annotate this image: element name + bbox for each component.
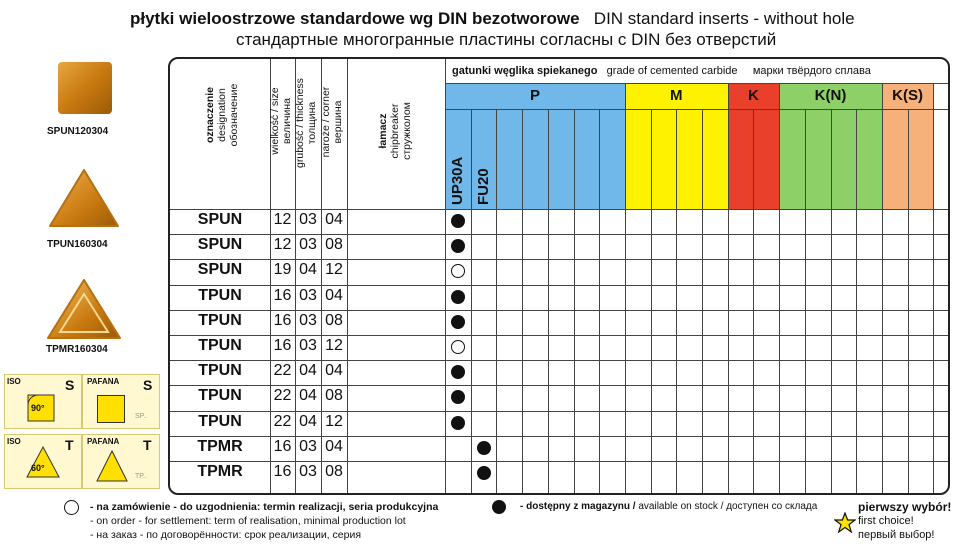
iso-label: ISO — [7, 377, 21, 386]
table-row-size: 22 — [273, 412, 292, 430]
header-size-ru: величина — [281, 98, 293, 144]
table-row-thickness: 03 — [299, 337, 317, 354]
table-row-thickness: 04 — [299, 387, 317, 405]
legend-stock-pl: - dostępny z magazynu / — [520, 501, 636, 512]
available-dot-icon — [451, 365, 465, 379]
table-row-size: 16 — [273, 337, 292, 354]
table-row-code: TPUN — [198, 387, 242, 405]
table-row-corner: 12 — [325, 261, 343, 279]
header-thickness-en: grubość / thickness — [294, 78, 306, 168]
grade-column-divider — [753, 109, 754, 493]
grade-column-divider — [496, 109, 497, 493]
table-row-corner: 08 — [325, 387, 343, 405]
legend-stock — [520, 501, 817, 512]
available-dot-icon — [451, 239, 465, 253]
group-divider — [445, 109, 948, 110]
grade-column-divider — [625, 83, 626, 493]
pafana-box-triangle — [82, 434, 160, 489]
table-row-code: SPUN — [197, 236, 243, 254]
table-row-size: 12 — [273, 236, 292, 254]
grade-group-label: K(N) — [814, 87, 847, 104]
header-grades-pl: gatunki węglika spiekanego — [452, 65, 598, 77]
title-pl: płytki wieloostrzowe standardowe wg DIN bezotworowe — [130, 9, 580, 28]
header-chipbreaker-en: chipbreaker — [389, 103, 401, 159]
header-chipbreaker — [377, 83, 413, 179]
available-dot-icon — [477, 466, 491, 480]
table-row-corner: 04 — [325, 286, 343, 304]
table-row-size: 16 — [273, 437, 292, 455]
table-row-thickness: 03 — [299, 437, 317, 455]
pafana-letter: T — [143, 437, 152, 453]
square-shape-icon — [97, 395, 125, 423]
iso-letter: T — [65, 437, 74, 453]
table-row-thickness: 04 — [299, 261, 317, 279]
header-thickness-ru: толщина — [306, 101, 318, 145]
table-row-code: TPUN — [198, 412, 242, 430]
header-designation — [204, 65, 240, 165]
header-grades-ru: марки твёрдого сплава — [752, 65, 871, 77]
table-row-code: TPUN — [198, 362, 242, 380]
pafana-box-square — [82, 374, 160, 429]
header-corner — [320, 63, 344, 181]
table-row-code: TPUN — [198, 337, 242, 354]
header-corner-en: naroże / corner — [320, 86, 332, 158]
legend-full-dot-icon — [492, 500, 506, 514]
iso-box-triangle — [4, 434, 82, 489]
grade-group-label: K — [747, 87, 759, 104]
insert-picture-triangle — [46, 166, 122, 237]
header-chipbreaker-ru: стружколом — [401, 102, 413, 160]
grade-column-divider — [548, 109, 549, 493]
grade-column-divider — [676, 109, 677, 493]
table-row-code: TPUN — [198, 286, 242, 304]
page-title — [130, 9, 950, 29]
header-designation-en: designation — [216, 88, 228, 142]
legend-order-ru: - на заказ - по договорённости: срок реализации, серия — [90, 529, 362, 541]
grade-column-divider — [882, 83, 883, 493]
table-row-corner: 04 — [325, 437, 343, 455]
header-size-en: wielkość / size — [269, 87, 281, 155]
column-divider — [445, 59, 446, 493]
iso-letter: S — [65, 377, 75, 393]
table-row-size: 19 — [273, 261, 292, 279]
angle-label: 60° — [31, 463, 45, 473]
table-row-thickness: 03 — [299, 236, 317, 254]
title-ru: стандартные многогранные пластины согласны с DIN без отверстий — [236, 30, 777, 49]
insert-label: TPMR160304 — [46, 344, 108, 355]
header-grades — [452, 65, 871, 77]
grade-column-divider — [471, 109, 472, 493]
legend-first-ru: первый выбор! — [858, 529, 935, 541]
table-row-corner: 12 — [325, 412, 343, 430]
pafana-letter: S — [143, 377, 153, 393]
insert-label: TPUN160304 — [47, 239, 108, 250]
available-dot-icon — [451, 416, 465, 430]
table-row-corner: 08 — [325, 311, 343, 329]
table-row-size: 16 — [273, 463, 292, 480]
legend-empty-dot-icon — [64, 500, 79, 515]
grade-column-divider — [702, 109, 703, 493]
table-row-code: SPUN — [197, 211, 243, 228]
insert-label: SPUN120304 — [47, 126, 109, 137]
grade-column-divider — [779, 83, 780, 493]
header-thickness — [294, 59, 318, 187]
angle-label: 90° — [31, 403, 45, 413]
legend-order-en: - on order - for settlement: term of realisation, minimal production lot — [90, 515, 406, 527]
grade-group-label: P — [529, 87, 540, 104]
header-size — [269, 63, 293, 179]
pafana-label: PAFANA — [87, 437, 120, 446]
header-divider — [445, 83, 948, 84]
grade-column-divider — [831, 109, 832, 493]
table-row-code: TPMR — [197, 437, 243, 455]
grade-group-label: M — [670, 87, 683, 104]
available-dot-icon — [451, 214, 465, 228]
table-row-thickness: 03 — [299, 211, 317, 228]
insert-picture-triangle-chipbreaker — [44, 276, 124, 349]
grade-column-divider — [651, 109, 652, 493]
grade-column-divider — [933, 83, 934, 493]
header-chipbreaker-pl: łamacz — [377, 113, 389, 149]
table-row-corner: 08 — [325, 463, 343, 480]
grade-column-divider — [522, 109, 523, 493]
header-grades-en: grade of cemented carbide — [606, 65, 738, 77]
header-corner-ru: вершина — [332, 100, 344, 144]
iso-label: ISO — [7, 437, 21, 446]
table-row-corner: 04 — [325, 362, 343, 380]
grade-name: FU20 — [474, 168, 492, 205]
available-dot-icon — [477, 441, 491, 455]
grade-column-divider — [599, 109, 600, 493]
legend-stock-ru: доступен со склада — [726, 501, 818, 512]
table-row-thickness: 04 — [299, 412, 317, 430]
title-en: DIN standard inserts - without hole — [593, 9, 855, 28]
on-order-dot-icon — [451, 264, 465, 278]
grade-group-label: K(S) — [892, 87, 923, 104]
grade-column-divider — [856, 109, 857, 493]
table-row-code: SPUN — [197, 261, 243, 279]
table-row-thickness: 03 — [299, 286, 317, 304]
legend-stock-en: available on stock / — [638, 501, 724, 512]
iso-box-square — [4, 374, 82, 429]
triangle-shape-icon — [95, 449, 129, 483]
available-dot-icon — [451, 290, 465, 304]
available-dot-icon — [451, 390, 465, 404]
table-row-size: 16 — [273, 311, 292, 329]
legend-first-pl: pierwszy wybór! — [858, 500, 952, 514]
table-row-code: TPUN — [198, 311, 242, 329]
insert-picture-square — [52, 60, 118, 121]
table-row-size: 22 — [273, 387, 292, 405]
header-designation-ru: обозначение — [228, 83, 240, 147]
table-row-corner: 12 — [325, 337, 343, 354]
pafana-label: PAFANA — [87, 377, 120, 386]
available-dot-icon — [451, 315, 465, 329]
grade-column-divider — [805, 109, 806, 493]
table-row-size: 12 — [273, 211, 292, 228]
legend-first-en: first choice! — [858, 515, 914, 527]
header-designation-pl: oznaczenie — [204, 86, 216, 144]
table-row-code: TPMR — [197, 463, 243, 480]
pafana-code: TP.. — [135, 473, 147, 480]
table-row-thickness: 03 — [299, 463, 317, 480]
column-divider — [347, 59, 348, 493]
table-row-size: 16 — [273, 286, 292, 304]
grade-column-divider — [728, 83, 729, 493]
legend-order-pl: - na zamówienie - do uzgodnienia: termin realizacji, seria produkcyjna — [90, 501, 439, 513]
star-icon — [834, 512, 856, 534]
grade-column-divider — [908, 109, 909, 493]
table-row-corner: 08 — [325, 236, 343, 254]
pafana-code: SP.. — [135, 413, 148, 420]
table-row-thickness: 04 — [299, 362, 317, 380]
table-row-thickness: 03 — [299, 311, 317, 329]
table-row-size: 22 — [273, 362, 292, 380]
on-order-dot-icon — [451, 340, 465, 354]
insert-table — [168, 57, 950, 495]
table-row-corner: 04 — [325, 211, 343, 228]
grade-column-divider — [574, 109, 575, 493]
grade-name: UP30A — [449, 156, 466, 205]
